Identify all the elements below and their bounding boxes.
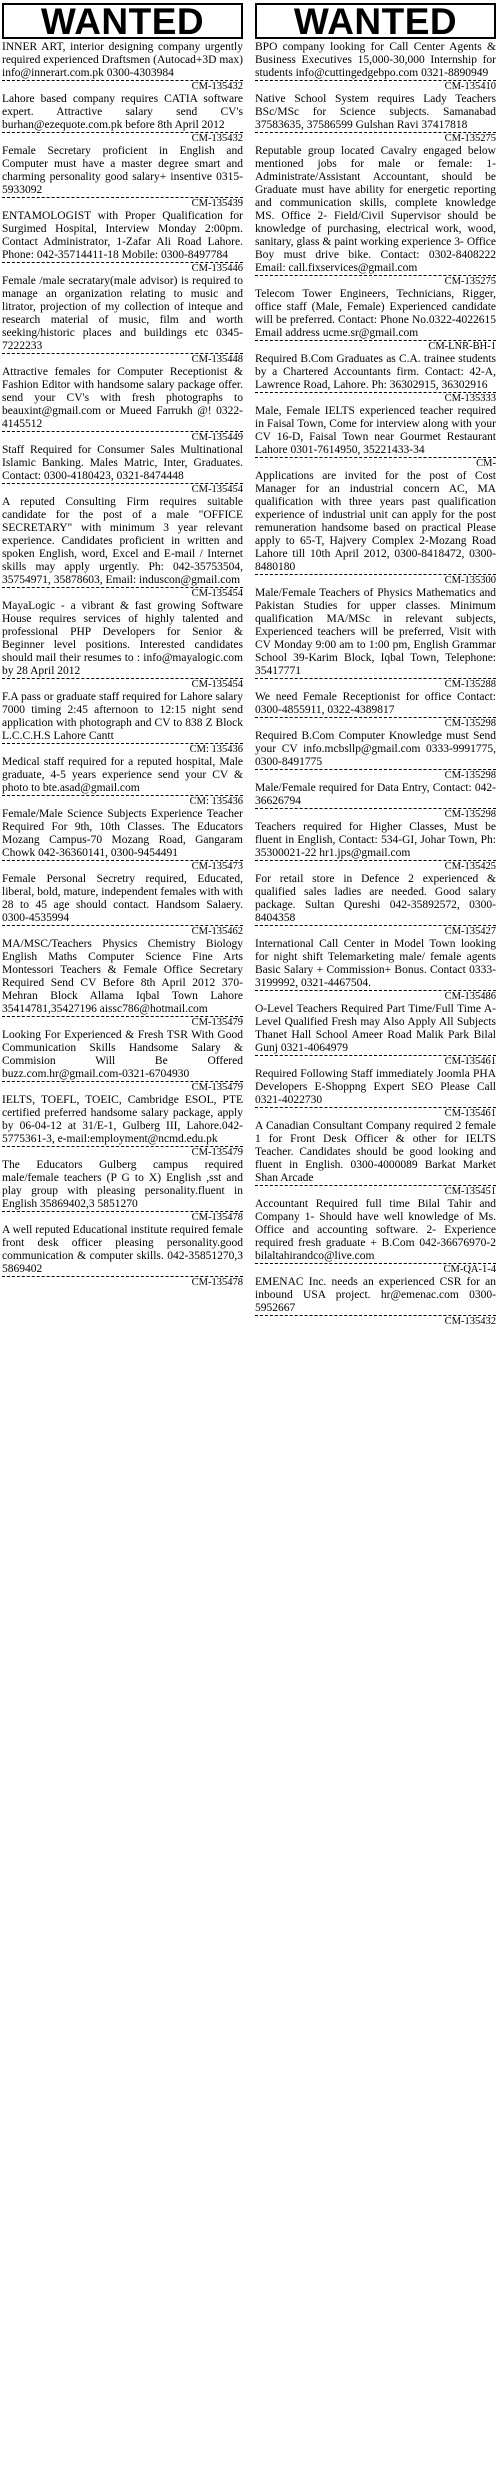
ad-text: Telecom Tower Engineers, Technicians, Rigger, office staff (Male, Female) Experienced candidate will be preferred. Contact: Phone No.0322-4022615 Email address ucme.sr@gmail.com	[255, 288, 496, 339]
classified-ad	[255, 873, 496, 938]
ad-code: CM-135298	[255, 769, 496, 782]
ad-text: A well reputed Educational institute required female front desk officer pleasing personality.good communication & computer skills. 042-35851270,3 5869402	[2, 1224, 243, 1275]
ad-text: F.A pass or graduate staff required for Lahore salary 7000 timing 2:45 afternoon to 12:15 night send application with photograph and CV to 838 Z Block L.C.C.H.S Lahore Cantt	[2, 691, 243, 742]
classified-ad	[255, 730, 496, 782]
classified-ad	[255, 288, 496, 353]
classified-ad	[255, 691, 496, 730]
right-ads-list	[255, 41, 496, 1328]
classified-ad	[2, 756, 243, 808]
ad-code: CM-135446	[2, 262, 243, 275]
ad-code: CM-135454	[2, 678, 243, 691]
ad-text: ENTAMOLOGIST with Proper Qualification for Surgimed Hospital, Interview Monday 2:00pm. Contact Administrator, 1-Zafar Ali Road Lahore. Phone: 042-35714411-18 Mobile: 0300-8497784	[2, 210, 243, 261]
classified-ad	[2, 275, 243, 366]
ad-code: CM-135486	[255, 990, 496, 1003]
ad-code: CM-135300	[255, 574, 496, 587]
ad-text: Male/Female required for Data Entry, Contact: 042-36626794	[255, 782, 496, 807]
ad-code: CM-LNR-BH-1	[255, 340, 496, 353]
classified-ad	[2, 808, 243, 873]
classified-ad	[255, 405, 496, 470]
ad-code: CM-135451	[255, 1185, 496, 1198]
classified-ad	[2, 496, 243, 600]
ad-code: CM-135425	[255, 860, 496, 873]
classified-ad	[2, 145, 243, 210]
ad-text: O-Level Teachers Required Part Time/Full Time A-Level Qualified Fresh may Also Apply All Subjects Thanet Hall School Ameer Road Malik Park Bilal Gunj 0321-4064979	[255, 1003, 496, 1054]
ad-code: CM: 135436	[2, 743, 243, 756]
ad-code: CM-135479	[2, 1146, 243, 1159]
ad-text: Native School System requires Lady Teachers BSc/MSc for Science subjects. Samanabad 37583635, 37586599 Gulshan Ravi 37417818	[255, 93, 496, 131]
ad-code: CM-135275	[255, 132, 496, 145]
ad-text: Required B.Com Computer Knowledge must Send your CV info.mcbsllp@gmail.com 0333-9991775, 0300-8491775	[255, 730, 496, 768]
ad-code: CM-135473	[2, 860, 243, 873]
classified-ad	[2, 366, 243, 444]
classified-ad	[255, 145, 496, 288]
classified-ad	[255, 587, 496, 691]
ad-code: CM-135432	[2, 80, 243, 93]
ad-text: Applications are invited for the post of Cost Manager for an industrial concern AC, MA qualification with three years past qualification experience of industrial unit can apply for the post remuneration handsome based on practical Please apply to 65-T, Hajvery Complex 2-Mozang Road Lahore till 10th April 2012, 0300-8418472, 0300-8480180	[255, 470, 496, 573]
ad-text: Teachers required for Higher Classes, Must be fluent in English, Contact: 534-GI, Johar Town, Ph: 35300021-22 hr1.jps@gmail.com	[255, 821, 496, 859]
classified-ad	[255, 1276, 496, 1328]
ad-code: CM-135439	[2, 197, 243, 210]
ad-text: BPO company looking for Call Center Agents & Business Executives 15,000-30,000 Internship for students info@cuttingedgebpo.com 0321-8890949	[255, 41, 496, 79]
ad-text: MayaLogic - a vibrant & fast growing Software House requires services of highly talented and professional PHP Developers for Senior & Beginner level positions. Interested candidates should mail their resumes to : info@mayalogic.com by 28 April 2012	[2, 600, 243, 677]
ad-text: We need Female Receptionist for office Contact: 0300-4855911, 0322-4389817	[255, 691, 496, 716]
classified-ad	[2, 93, 243, 145]
ad-text: IELTS, TOEFL, TOEIC, Cambridge ESOL, PTE certified preferred handsome salary package, apply by 06-04-12 at 31/E-1, Gulberg III, Lahore.042-5775361-3, e-mail:employment@ncmd.edu.pk	[2, 1094, 243, 1145]
ad-code: CM-135275	[255, 275, 496, 288]
ad-code: CM-135448	[2, 353, 243, 366]
classified-ad	[2, 210, 243, 275]
ad-text: Male, Female IELTS experienced teacher required in Faisal Town, Come for interview along with your CV 16-D, Faisal Town near Gourmet Restaurant Lahore 0301-7614950, 35221433-34	[255, 405, 496, 456]
ad-text: Male/Female Teachers of Physics Mathematics and Pakistan Studies for upper classes. Minimum qualification MA/MSc in relevant subjects, Experienced teachers will be preferred, Visit with CV Monday 9:00 am to 1:00 pm, English Grammar School 39-Karim Block, Iqbal Town, Telephone: 35417771	[255, 587, 496, 677]
right-wanted-header: WANTED	[255, 3, 496, 39]
classified-ad	[2, 873, 243, 938]
ad-code: CM-135432	[255, 1315, 496, 1328]
ad-text: For retail store in Defence 2 experienced & qualified sales ladies are needed. Good salary package. Sultan Qureshi 042-35892572, 0300-8404358	[255, 873, 496, 924]
ad-code: CM-135462	[2, 925, 243, 938]
ad-text: MA/MSC/Teachers Physics Chemistry Biology English Maths Computer Science Fine Arts Montessori Teachers & Female Office Secretary Required Send CV Before 8th April 2012 370-Mehran Block Allama Iqbal Town Lahore 35414781,35427196 aissc786@hotmail.com	[2, 938, 243, 1015]
ad-code: CM-135479	[2, 1081, 243, 1094]
ad-code: CM-135478	[2, 1276, 243, 1289]
ad-code: CM-135454	[2, 483, 243, 496]
ad-code: CM-135461	[255, 1107, 496, 1120]
classified-ad	[255, 41, 496, 93]
ad-text: Lahore based company requires CATIA software expert. Attractive salary send CV's burhan@ezequote.com.pk before 8th April 2012	[2, 93, 243, 131]
classified-ad	[2, 691, 243, 756]
ad-text: Looking For Experienced & Fresh TSR With Good Communication Skills Handsome Salary & Commision Will Be Offered buzz.com.hr@gmail.com-0321-6704930	[2, 1029, 243, 1080]
ad-text: Female Personal Secretry required, Educated, liberal, bold, mature, independent females with with 28 to 45 age should contact. Handsom Salaery. 0300-4535994	[2, 873, 243, 924]
ad-text: A reputed Consulting Firm requires suitable candidate for the post of a male "OFFICE SECRETARY" with minimum 3 year relevant experience. Candidates proficient in written and spoken English, word, Excel and E-mail / Internet skills may apply urgently. Ph: 042-35753504, 35754971, 35878603, Email: induscon@gmail.com	[2, 496, 243, 586]
classified-ad	[2, 938, 243, 1029]
ad-text: INNER ART, interior designing company urgently required experienced Draftsmen (Autocad+3D max) info@innerart.com.pk 0300-4303984	[2, 41, 243, 79]
classified-ad	[2, 1094, 243, 1159]
classified-ad	[2, 41, 243, 93]
classified-ad	[255, 353, 496, 405]
ad-text: EMENAC Inc. needs an experienced CSR for an inbound USA project. hr@emenac.com 0300-5952667	[255, 1276, 496, 1314]
classified-ad	[255, 938, 496, 1003]
ad-code: CM-135478	[2, 1211, 243, 1224]
ad-text: Required B.Com Graduates as C.A. trainee students by a Chartered Accountants firm. Contact: 42-A, Lawrence Road, Lahore. Ph: 36302915, 36302916	[255, 353, 496, 391]
ad-code: CM-135432	[2, 132, 243, 145]
ad-code: CM-135333	[255, 392, 496, 405]
ad-text: Female/Male Science Subjects Experience Teacher Required For 9th, 10th Classes. The Educators Mozang Campus-70 Mozang Road, Gangaram Chowk 042-36360141, 0300-9454491	[2, 808, 243, 859]
right-column	[255, 0, 496, 1328]
classified-ad	[255, 1120, 496, 1198]
ad-code: CM-135461	[255, 1055, 496, 1068]
classified-ad	[255, 782, 496, 821]
ad-text: A Canadian Consultant Company required 2 female 1 for Front Desk Officer & other for IELTS Teacher. Candidates should be good looking and fluent in English. 0300-4000089 Barkat Market Shan Arcade	[255, 1120, 496, 1184]
ad-code: CM-135449	[2, 431, 243, 444]
ad-text: Female Secretary proficient in English and Computer must have a master degree smart and charming personality good salary+ insentive 0315-5933092	[2, 145, 243, 196]
ad-text: Attractive females for Computer Receptionist & Fashion Editor with handsome salary package offer. send your CV's with fresh photographs to beauxint@gmail.com or Mueed Farrukh @! 0322-4145512	[2, 366, 243, 430]
ad-code: CM-135410	[255, 80, 496, 93]
ad-code: CM: 135436	[2, 795, 243, 808]
classified-ad	[2, 1029, 243, 1094]
classified-ad	[255, 821, 496, 873]
classified-ad	[2, 600, 243, 691]
ad-text: Medical staff required for a reputed hospital, Male graduate, 4-5 years experience send your CV & photo to bte.asad@gmail.com	[2, 756, 243, 794]
ad-code: CM-	[255, 457, 496, 470]
ad-code: CM-135427	[255, 925, 496, 938]
ad-code: CM-QA-1-4	[255, 1263, 496, 1276]
ad-text: Reputable group located Cavalry engaged below mentioned jobs for male or female: 1-Administrate/Assistant Accountant, should be Graduate must have ability for energetic reporting and communication skills, complete knowledge MS. Office 2- Field/Civil Supervisor should be knowledge of purchasing, electrical work, wood, sanitary, glass & paint working experience 3- Office Boy must drive bike. Contact: 0302-8408222 Email: call.fixservices@gmail.com	[255, 145, 496, 274]
ad-text: Required Following Staff immediately Joomla PHA Developers E-Shoppng Expert SEO Please Call 0321-4022730	[255, 1068, 496, 1106]
left-wanted-header: WANTED	[2, 3, 243, 39]
left-column	[2, 0, 243, 1289]
ad-text: Accountant Required full time Bilal Tahir and Company 1- Should have well knowledge of Ms. Office and accounting software. 2- Experience required fresh graduate + B.Com 042-36676970-2 bilaltahirandco@live.com	[255, 1198, 496, 1262]
ad-code: CM-135298	[255, 808, 496, 821]
classified-ad	[255, 93, 496, 145]
ad-text: Staff Required for Consumer Sales Multinational Islamic Banking. Males Matric, Inter, Graduates. Contact: 0300-4180423, 0321-8474448	[2, 444, 243, 482]
classified-ad	[2, 1159, 243, 1224]
left-ads-list	[2, 41, 243, 1289]
classified-ad	[255, 470, 496, 587]
ad-text: Female /male secratary(male advisor) is required to manage an organization relating to music and litrator, projection of my collection of inteque and research material of music, film and worth seeking/historic places and buildings etc 0345-7222233	[2, 275, 243, 352]
classified-ad	[255, 1198, 496, 1276]
classified-ad	[2, 444, 243, 496]
ad-code: CM-135288	[255, 678, 496, 691]
ad-code: CM-135454	[2, 587, 243, 600]
ad-text: The Educators Gulberg campus required male/female teachers (P G to X) English ,sst and play group with pleasing personality.fluent in English 35869402,3 5851270	[2, 1159, 243, 1210]
ad-text: International Call Center in Model Town looking for night shift Telemarketing male/ female agents Basic Salary + Commission+ Bonus. Contact 0333-3199992, 0321-4467504.	[255, 938, 496, 989]
ad-code: CM-135479	[2, 1016, 243, 1029]
classified-ad	[2, 1224, 243, 1289]
classified-ad	[255, 1003, 496, 1068]
ad-code: CM-135298	[255, 717, 496, 730]
classified-ad	[255, 1068, 496, 1120]
